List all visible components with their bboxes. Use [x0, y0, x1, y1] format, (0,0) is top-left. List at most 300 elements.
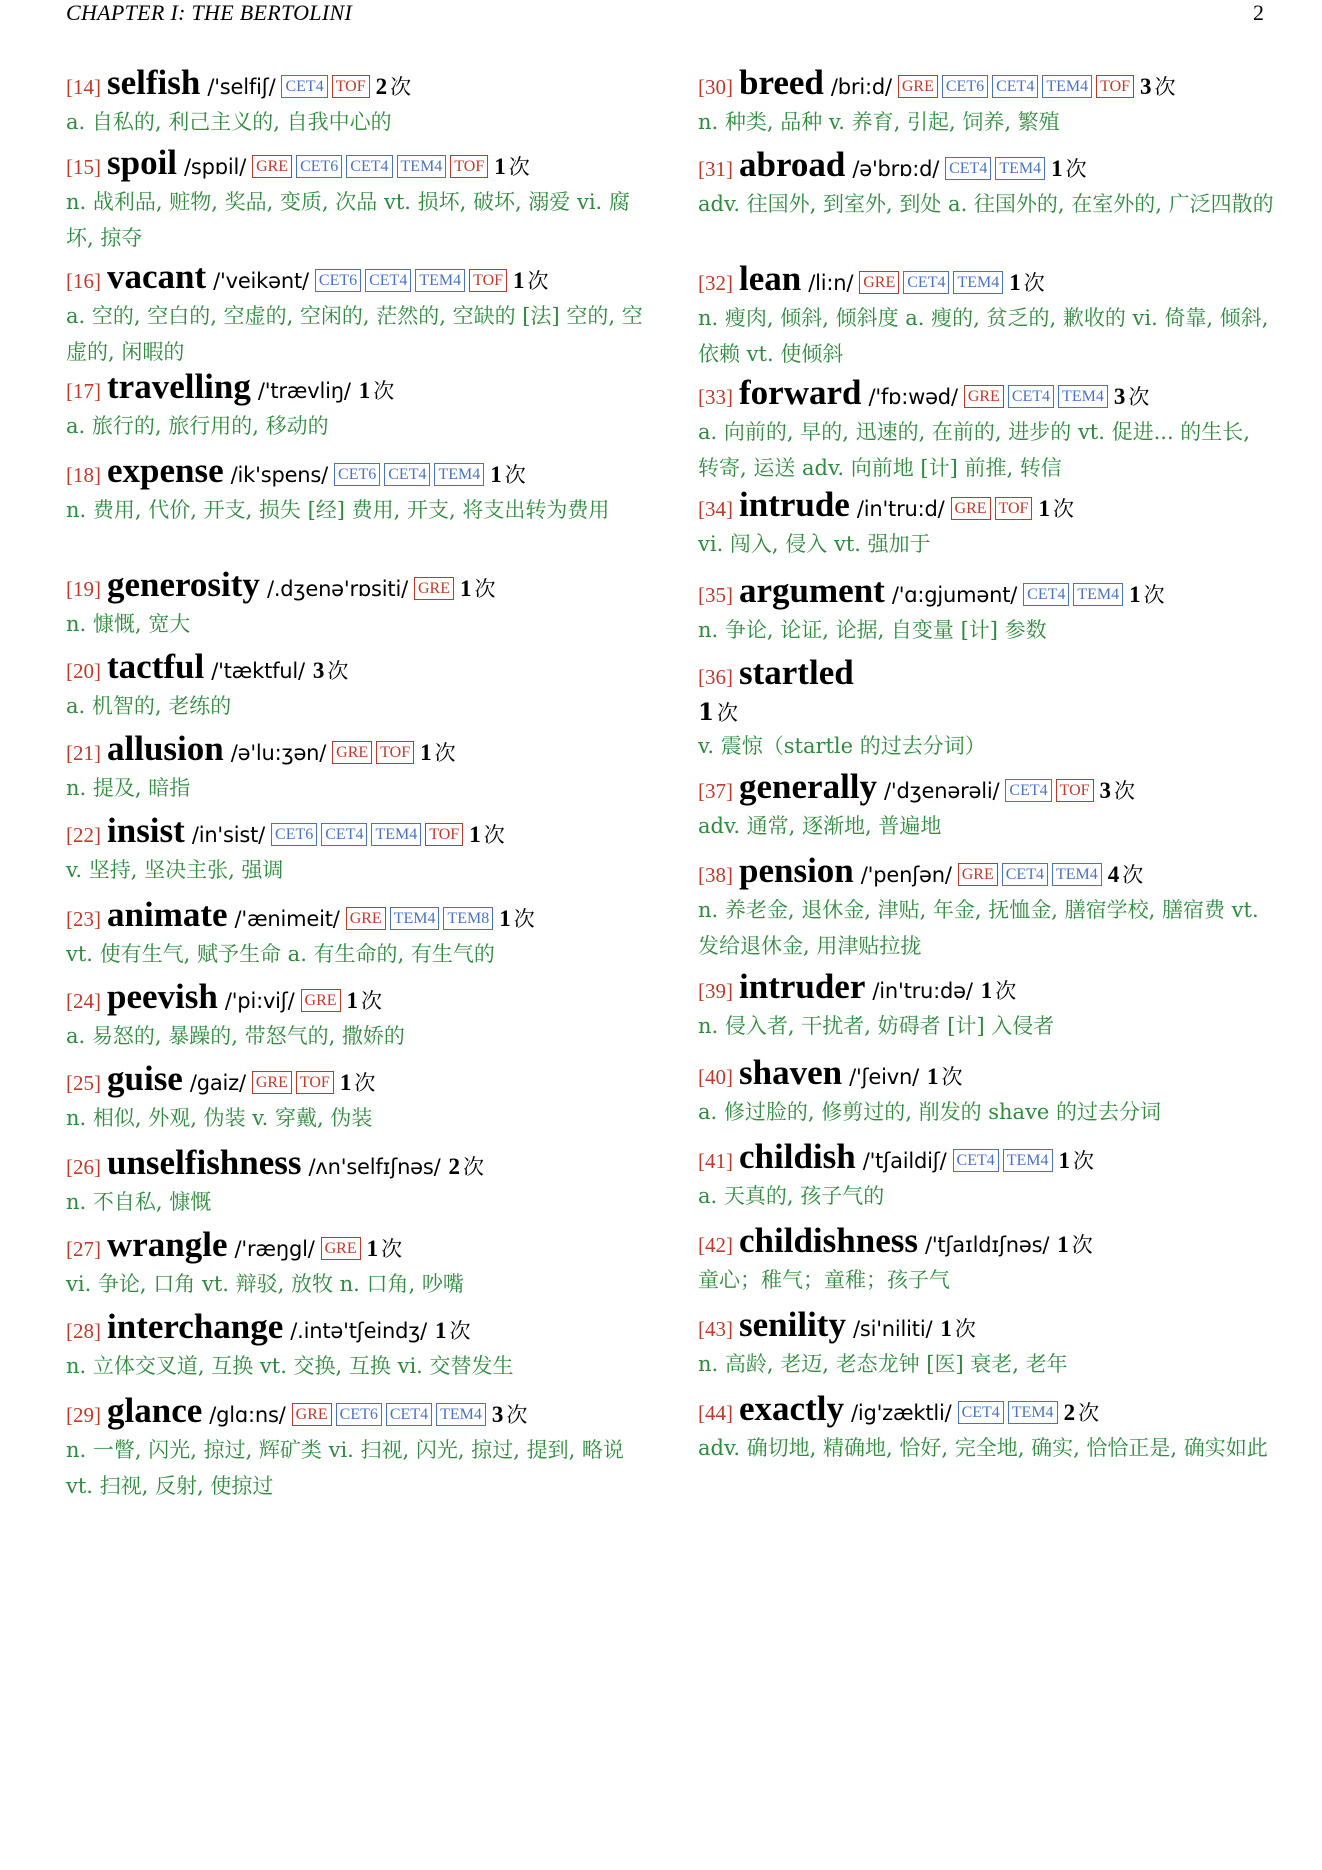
- entry-headline: [66, 1308, 644, 1350]
- definition: n. 侵入者, 干扰者, 妨碍者 [计] 入侵者: [698, 1014, 1055, 1038]
- count-value: 1: [1038, 496, 1050, 521]
- vocab-entry: [66, 648, 644, 724]
- occurrence-count: [513, 262, 549, 300]
- exam-tag: TEM4: [434, 463, 484, 486]
- headword: argument: [739, 571, 885, 610]
- entry-number: [26]: [66, 1155, 101, 1179]
- phonetic: /'penʃən/: [860, 863, 952, 887]
- vocab-entry: [698, 260, 1276, 372]
- count-value: 1: [469, 822, 481, 847]
- occurrence-count: [367, 1230, 403, 1268]
- exam-tag: TOF: [450, 155, 488, 178]
- count-suffix: 次: [1023, 271, 1045, 295]
- entry-headline: [66, 452, 644, 494]
- count-suffix: 次: [483, 823, 505, 847]
- exam-tag: CET4: [958, 1401, 1004, 1424]
- definition: n. 瘦肉, 倾斜, 倾斜度 a. 瘦的, 贫乏的, 歉收的 vi. 倚靠, 倾斜, 依赖 vt. 使倾斜: [698, 306, 1269, 366]
- entry-headline: [66, 1392, 644, 1434]
- entry-number: [36]: [698, 665, 733, 689]
- occurrence-count: [313, 652, 349, 690]
- entry-number: [44]: [698, 1401, 733, 1425]
- exam-tag: GRE: [321, 1237, 361, 1260]
- count-value: 2: [1063, 1400, 1076, 1425]
- count-value: 1: [339, 1070, 352, 1095]
- exam-tag: TEM4: [1052, 863, 1102, 886]
- vocab-entry: [698, 768, 1276, 844]
- headword: generosity: [107, 565, 260, 604]
- headword: allusion: [107, 729, 224, 768]
- exam-tag: TEM4: [415, 269, 465, 292]
- phonetic: /ʌn'selfɪʃnəs/: [308, 1155, 441, 1179]
- vocab-entry: [66, 978, 644, 1054]
- definition: v. 坚持, 坚决主张, 强调: [66, 858, 284, 882]
- exam-tag: TEM4: [1042, 75, 1092, 98]
- phonetic: /in'tru:də/: [872, 979, 973, 1003]
- count-value: 1: [435, 1318, 447, 1343]
- exam-tag: TOF: [425, 823, 463, 846]
- entry-headline: [698, 1138, 1276, 1180]
- count-suffix: 次: [1154, 75, 1176, 99]
- definition: a. 天真的, 孩子气的: [698, 1184, 885, 1208]
- definition: 童心；稚气；童稚；孩子气: [698, 1268, 950, 1292]
- count-suffix: 次: [508, 155, 530, 179]
- vocab-entry: [66, 566, 644, 642]
- vocab-entry: [698, 1138, 1276, 1214]
- definition: a. 旅行的, 旅行用的, 移动的: [66, 414, 329, 438]
- vocab-entry: [698, 654, 1276, 764]
- phonetic: /'ɑ:gjumənt/: [891, 583, 1018, 607]
- count-value: 3: [1113, 384, 1126, 409]
- vocab-entry: [66, 730, 644, 806]
- vocab-entry: [698, 64, 1276, 140]
- phonetic: /'tæktful/: [211, 659, 305, 683]
- phonetic: /li:n/: [808, 271, 854, 295]
- occurrence-count: [1009, 264, 1045, 302]
- headword: insist: [107, 811, 185, 850]
- count-suffix: 次: [1122, 863, 1144, 887]
- count-value: 3: [491, 1402, 504, 1427]
- occurrence-count: [1057, 1226, 1093, 1264]
- entry-number: [37]: [698, 779, 733, 803]
- phonetic: /in'sist/: [191, 823, 266, 847]
- occurrence-count: [492, 1396, 528, 1434]
- entry-number: [34]: [698, 497, 733, 521]
- vocab-entry: [66, 1226, 644, 1302]
- phonetic: /ik'spens/: [230, 463, 329, 487]
- entry-number: [38]: [698, 863, 733, 887]
- entry-number: [14]: [66, 75, 101, 99]
- phonetic: /'ʃeivn/: [849, 1065, 919, 1089]
- phonetic: /gaiz/: [189, 1071, 246, 1095]
- entry-headline: [66, 566, 644, 608]
- vocab-entry: [66, 144, 644, 256]
- exam-tag: CET6: [315, 269, 361, 292]
- phonetic: /'dʒenərəli/: [884, 779, 1000, 803]
- headword: wrangle: [107, 1225, 228, 1264]
- exam-tag: CET4: [953, 1149, 999, 1172]
- entry-number: [39]: [698, 979, 733, 1003]
- entry-number: [29]: [66, 1403, 101, 1427]
- vocab-entry: [698, 1306, 1276, 1382]
- vocab-entry: [66, 1392, 644, 1504]
- exam-tag: CET4: [945, 157, 991, 180]
- exam-tag: GRE: [414, 577, 454, 600]
- definition: n. 相似, 外观, 伪装 v. 穿戴, 伪装: [66, 1106, 373, 1130]
- count-value: 1: [1057, 1232, 1069, 1257]
- definition: n. 争论, 论证, 论据, 自变量 [计] 参数: [698, 618, 1047, 642]
- exam-tag: CET4: [992, 75, 1038, 98]
- headword: shaven: [739, 1053, 843, 1092]
- exam-tag: CET6: [296, 155, 342, 178]
- entry-number: [18]: [66, 463, 101, 487]
- count-suffix: 次: [1052, 497, 1074, 521]
- entry-headline: [66, 64, 644, 106]
- vocab-entry: [698, 374, 1276, 486]
- exam-tag: GRE: [292, 1403, 332, 1426]
- exam-tag: GRE: [346, 907, 386, 930]
- count-value: 1: [513, 268, 525, 293]
- occurrence-count: [940, 1310, 976, 1348]
- occurrence-count: [698, 696, 1276, 730]
- vocab-entry: [66, 1308, 644, 1384]
- entry-number: [40]: [698, 1065, 733, 1089]
- occurrence-count: [1051, 150, 1087, 188]
- occurrence-count: [981, 972, 1017, 1010]
- exam-tag: GRE: [301, 989, 341, 1012]
- count-suffix: 次: [954, 1317, 976, 1341]
- exam-tag: TOF: [995, 497, 1033, 520]
- occurrence-count: [1100, 772, 1136, 810]
- entry-headline: [698, 968, 1276, 1010]
- vocab-entry: [66, 896, 644, 972]
- exam-tag: CET4: [1005, 779, 1051, 802]
- entry-number: [42]: [698, 1233, 733, 1257]
- definition: n. 慷慨, 宽大: [66, 612, 191, 636]
- phonetic: /'tʃaɪldɪʃnəs/: [924, 1233, 1050, 1257]
- exam-tag: TEM4: [1003, 1149, 1053, 1172]
- headword: startled: [739, 653, 854, 692]
- count-suffix: 次: [354, 1071, 376, 1095]
- definition: a. 自私的, 利己主义的, 自我中心的: [66, 110, 392, 134]
- exam-tag: TOF: [1056, 779, 1094, 802]
- exam-tag: CET6: [942, 75, 988, 98]
- count-value: 1: [420, 740, 432, 765]
- entry-number: [25]: [66, 1071, 101, 1095]
- exam-tag: CET4: [1023, 583, 1069, 606]
- count-suffix: 次: [449, 1319, 471, 1343]
- vocab-entry: [698, 1222, 1276, 1298]
- definition: a. 易怒的, 暴躁的, 带怒气的, 撒娇的: [66, 1024, 405, 1048]
- count-suffix: 次: [434, 741, 456, 765]
- count-value: 2: [375, 74, 388, 99]
- exam-tag: CET4: [903, 271, 949, 294]
- entry-headline: [66, 144, 644, 186]
- phonetic: /in'tru:d/: [856, 497, 945, 521]
- phonetic: /'veikənt/: [213, 269, 309, 293]
- definition: n. 立体交叉道, 互换 vt. 交换, 互换 vi. 交替发生: [66, 1354, 514, 1378]
- phonetic: /'tʃaildiʃ/: [862, 1149, 947, 1173]
- headword: senility: [739, 1305, 846, 1344]
- count-suffix: 次: [506, 1403, 528, 1427]
- definition: n. 不自私, 慷慨: [66, 1190, 212, 1214]
- count-value: 1: [698, 699, 715, 726]
- vocab-entry: [66, 1060, 644, 1136]
- count-suffix: 次: [1073, 1149, 1095, 1173]
- count-suffix: 次: [1128, 385, 1150, 409]
- entry-number: [43]: [698, 1317, 733, 1341]
- occurrence-count: [449, 1148, 485, 1186]
- headword: interchange: [107, 1307, 284, 1346]
- definition: vt. 使有生气, 赋予生命 a. 有生命的, 有生气的: [66, 942, 495, 966]
- entry-headline: [66, 1144, 644, 1186]
- exam-tag: TOF: [1096, 75, 1134, 98]
- entry-number: [35]: [698, 583, 733, 607]
- headword: travelling: [107, 367, 251, 406]
- count-suffix: 次: [1065, 157, 1087, 181]
- vocab-entry: [698, 486, 1276, 562]
- entry-number: [28]: [66, 1319, 101, 1343]
- entry-headline: [698, 374, 1276, 416]
- entry-number: [27]: [66, 1237, 101, 1261]
- vocab-entry: [698, 968, 1276, 1044]
- exam-tag: TOF: [332, 75, 370, 98]
- definition: v. 震惊（startle 的过去分词）: [698, 734, 986, 758]
- count-value: 1: [499, 906, 511, 931]
- entry-headline: [698, 64, 1276, 106]
- count-suffix: 次: [504, 463, 526, 487]
- entry-headline: [698, 852, 1276, 894]
- exam-tag: CET6: [271, 823, 317, 846]
- exam-tag: TEM4: [390, 907, 440, 930]
- count-suffix: 次: [474, 577, 496, 601]
- entry-headline: [698, 654, 1276, 696]
- entry-number: [16]: [66, 269, 101, 293]
- exam-tag: GRE: [964, 385, 1004, 408]
- entry-headline: [698, 486, 1276, 528]
- count-value: 3: [312, 658, 325, 683]
- entry-number: [32]: [698, 271, 733, 295]
- count-value: 1: [980, 978, 993, 1003]
- page-header: [66, 0, 1264, 30]
- exam-tag: TEM4: [436, 1403, 486, 1426]
- exam-tag: TEM4: [953, 271, 1003, 294]
- definition: a. 机智的, 老练的: [66, 694, 232, 718]
- occurrence-count: [1059, 1142, 1095, 1180]
- entry-headline: [698, 1222, 1276, 1264]
- headword: vacant: [107, 257, 207, 296]
- entry-headline: [698, 260, 1276, 302]
- vocab-entry: [698, 572, 1276, 648]
- chapter-title: CHAPTER I: THE BERTOLINI: [66, 0, 353, 25]
- exam-tag: GRE: [958, 863, 998, 886]
- headword: breed: [739, 63, 824, 102]
- phonetic: /ə'brɒ:d/: [852, 157, 940, 181]
- occurrence-count: [490, 456, 526, 494]
- definition: n. 战利品, 赃物, 奖品, 变质, 次品 vt. 损坏, 破坏, 溺爱 vi. 腐坏, 掠夺: [66, 190, 630, 250]
- definition: n. 费用, 代价, 开支, 损失 [经] 费用, 开支, 将支出转为费用: [66, 498, 610, 522]
- count-value: 3: [1099, 778, 1112, 803]
- entry-number: [33]: [698, 385, 733, 409]
- vocab-entry: [698, 1390, 1276, 1466]
- definition: n. 一瞥, 闪光, 掠过, 辉矿类 vi. 扫视, 闪光, 掠过, 提到, 略说 vt. 扫视, 反射, 使掠过: [66, 1438, 624, 1498]
- entry-number: [41]: [698, 1149, 733, 1173]
- entry-headline: [66, 896, 644, 938]
- definition: n. 高龄, 老迈, 老态龙钟 [医] 衰老, 老年: [698, 1352, 1068, 1376]
- definition: vi. 争论, 口角 vt. 辩驳, 放牧 n. 口角, 吵嘴: [66, 1272, 464, 1296]
- count-value: 1: [490, 462, 502, 487]
- entry-headline: [698, 768, 1276, 810]
- count-value: 1: [940, 1316, 952, 1341]
- entry-number: [31]: [698, 157, 733, 181]
- phonetic: /glɑ:ns/: [209, 1403, 286, 1427]
- entry-number: [30]: [698, 75, 733, 99]
- headword: exactly: [739, 1389, 844, 1428]
- count-value: 1: [358, 378, 371, 403]
- vocab-entry: [66, 368, 644, 444]
- count-suffix: 次: [463, 1155, 485, 1179]
- occurrence-count: [469, 816, 505, 854]
- exam-tag: TEM8: [443, 907, 493, 930]
- phonetic: /spɒil/: [184, 155, 247, 179]
- exam-tag: CET4: [365, 269, 411, 292]
- count-suffix: 次: [995, 979, 1017, 1003]
- definition: adv. 确切地, 精确地, 恰好, 完全地, 确实, 恰恰正是, 确实如此: [698, 1436, 1268, 1460]
- definition: n. 养老金, 退休金, 津贴, 年金, 抚恤金, 膳宿学校, 膳宿费 vt. 发给退休金, 用津贴拉拢: [698, 898, 1259, 958]
- exam-tag: TOF: [376, 741, 414, 764]
- exam-tag: GRE: [951, 497, 991, 520]
- definition: n. 提及, 暗指: [66, 776, 191, 800]
- occurrence-count: [376, 68, 412, 106]
- entry-number: [24]: [66, 989, 101, 1013]
- entry-headline: [66, 1226, 644, 1268]
- headword: animate: [107, 895, 228, 934]
- count-suffix: 次: [1071, 1233, 1093, 1257]
- count-value: 1: [1009, 270, 1021, 295]
- definition: a. 向前的, 早的, 迅速的, 在前的, 进步的 vt. 促进... 的生长, 转寄, 运送 adv. 向前地 [计] 前推, 转信: [698, 420, 1250, 480]
- occurrence-count: [1038, 490, 1074, 528]
- exam-tag: GRE: [252, 155, 292, 178]
- exam-tag: CET4: [281, 75, 327, 98]
- headword: guise: [107, 1059, 183, 1098]
- exam-tag: GRE: [898, 75, 938, 98]
- count-suffix: 次: [941, 1065, 963, 1089]
- entry-headline: [66, 730, 644, 772]
- phonetic: /si'niliti/: [852, 1317, 933, 1341]
- phonetic: /'ænimeit/: [234, 907, 340, 931]
- exam-tag: TEM4: [397, 155, 447, 178]
- phonetic: /.dʒenə'rɒsiti/: [266, 577, 408, 601]
- phonetic: /'trævliŋ/: [257, 379, 351, 403]
- occurrence-count: [420, 734, 456, 772]
- count-suffix: 次: [527, 269, 549, 293]
- phonetic: /ig'zæktli/: [850, 1401, 952, 1425]
- phonetic: /ə'lu:ʒən/: [230, 741, 327, 765]
- occurrence-count: [435, 1312, 471, 1350]
- exam-tag: CET4: [1008, 385, 1054, 408]
- count-suffix: 次: [513, 907, 535, 931]
- headword: intruder: [739, 967, 866, 1006]
- exam-tag: GRE: [332, 741, 372, 764]
- vocab-entry: [66, 812, 644, 888]
- headword: glance: [107, 1391, 203, 1430]
- count-value: 2: [448, 1154, 461, 1179]
- definition: adv. 往国外, 到室外, 到处 a. 往国外的, 在室外的, 广泛四散的: [698, 192, 1274, 216]
- vocab-entry: [66, 64, 644, 140]
- headword: abroad: [739, 145, 846, 184]
- entry-headline: [66, 978, 644, 1020]
- entry-number: [15]: [66, 155, 101, 179]
- definition: n. 种类, 品种 v. 养育, 引起, 饲养, 繁殖: [698, 110, 1060, 134]
- exam-tag: CET4: [386, 1403, 432, 1426]
- exam-tag: CET4: [321, 823, 367, 846]
- occurrence-count: [927, 1058, 963, 1096]
- entry-headline: [698, 1306, 1276, 1348]
- count-suffix: 次: [381, 1237, 403, 1261]
- headword: peevish: [107, 977, 218, 1016]
- exam-tag: TEM4: [1008, 1401, 1058, 1424]
- exam-tag: CET6: [334, 463, 380, 486]
- page-number: 2: [1253, 0, 1264, 25]
- count-value: 4: [1107, 862, 1120, 887]
- vocab-entry: [698, 1054, 1276, 1130]
- count-value: 1: [346, 988, 359, 1013]
- entry-headline: [698, 1390, 1276, 1432]
- exam-tag: GRE: [859, 271, 899, 294]
- occurrence-count: [499, 900, 535, 938]
- occurrence-count: [1129, 576, 1165, 614]
- phonetic: /.intə'tʃeindʒ/: [290, 1319, 428, 1343]
- vocab-entry: [698, 146, 1276, 222]
- entry-number: [19]: [66, 577, 101, 601]
- occurrence-count: [460, 570, 496, 608]
- count-value: 3: [1140, 74, 1152, 99]
- entry-headline: [698, 146, 1276, 188]
- entry-number: [22]: [66, 823, 101, 847]
- exam-tag: GRE: [252, 1071, 292, 1094]
- count-value: 1: [1129, 582, 1141, 607]
- occurrence-count: [359, 372, 395, 410]
- exam-tag: TEM4: [1073, 583, 1123, 606]
- entry-headline: [66, 812, 644, 854]
- vocab-entry: [698, 852, 1276, 964]
- exam-tag: TOF: [469, 269, 507, 292]
- entry-headline: [66, 258, 644, 300]
- phonetic: /'pi:viʃ/: [224, 989, 295, 1013]
- entry-number: [20]: [66, 659, 101, 683]
- count-value: 1: [1051, 156, 1063, 181]
- exam-tag: CET4: [1002, 863, 1048, 886]
- headword: lean: [739, 259, 802, 298]
- entry-headline: [66, 1060, 644, 1102]
- headword: unselfishness: [107, 1143, 302, 1182]
- occurrence-count: [347, 982, 383, 1020]
- occurrence-count: [1108, 856, 1144, 894]
- entry-headline: [698, 572, 1276, 614]
- definition: adv. 通常, 逐渐地, 普遍地: [698, 814, 942, 838]
- occurrence-count: [494, 148, 530, 186]
- entry-number: [17]: [66, 379, 101, 403]
- count-value: 1: [926, 1064, 939, 1089]
- phonetic: /'ræŋgl/: [234, 1237, 315, 1261]
- count-suffix: 次: [390, 75, 412, 99]
- definition: vi. 闯入, 侵入 vt. 强加于: [698, 532, 931, 556]
- headword: expense: [107, 451, 224, 490]
- phonetic: /bri:d/: [830, 75, 892, 99]
- headword: generally: [739, 767, 878, 806]
- count-value: 1: [1058, 1148, 1071, 1173]
- vocab-entry: [66, 452, 644, 528]
- exam-tag: CET4: [346, 155, 392, 178]
